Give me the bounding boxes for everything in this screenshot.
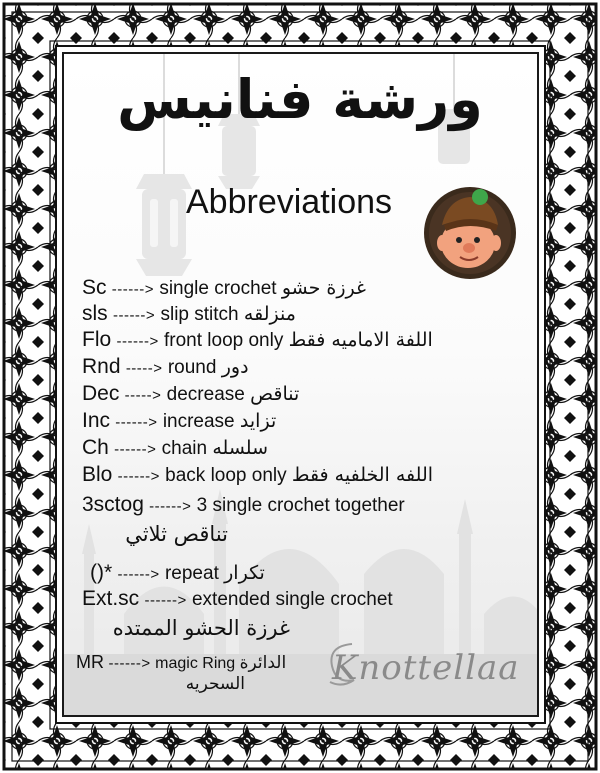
meaning: single crochet [159, 278, 277, 299]
arrow: ------> [117, 468, 160, 485]
meaning: magic Ring [155, 655, 236, 672]
page-title-english: Abbreviations [186, 183, 393, 221]
list-item [82, 276, 366, 302]
abbreviation: Flo [82, 328, 112, 351]
arrow: ------> [116, 333, 159, 350]
arrow: -----> [124, 387, 162, 404]
meaning: round [167, 357, 217, 378]
list-item [82, 587, 393, 613]
arabic-meaning: منزلقه [243, 303, 296, 325]
abbreviation: ()* [90, 561, 113, 584]
arrow: ------> [117, 566, 160, 583]
meaning: repeat [164, 563, 219, 584]
watermark-brand: Knottellaa [332, 648, 520, 688]
arrow: ------> [114, 441, 157, 458]
abbreviation: Ch [82, 436, 109, 459]
list-item [82, 436, 268, 462]
list-item [82, 355, 249, 381]
arrow: -----> [125, 360, 163, 377]
meaning: increase [162, 411, 235, 432]
meaning: extended single crochet [191, 589, 393, 610]
arabic-meaning: تناقص ثلاثي [125, 522, 228, 546]
meaning: front loop only [163, 330, 284, 351]
arabic-meaning: تزايد [239, 410, 277, 432]
list-item [82, 382, 299, 408]
arabic-meaning: الدائرة [239, 653, 287, 673]
abbreviation: Rnd [82, 355, 121, 378]
list-item [82, 463, 433, 489]
abbreviation: Blo [82, 463, 113, 486]
arrow: ------> [112, 307, 156, 324]
arabic-meaning: غرزة الحشو الممتده [112, 616, 290, 640]
arabic-meaning: غرزة حشو [281, 277, 366, 299]
list-item [76, 650, 286, 676]
arabic-meaning: سلسله [212, 437, 268, 459]
arrow: ------> [111, 281, 155, 298]
abbreviation: Sc [82, 276, 107, 299]
arrow: ------> [144, 592, 187, 609]
arabic-meaning: تكرار [224, 562, 265, 584]
arrow: ------> [108, 655, 151, 672]
list-item [82, 302, 296, 328]
arabic-meaning: اللفة الاماميه فقط [288, 329, 433, 351]
arabic-meaning-continued: السحريه [185, 674, 245, 694]
meaning: back loop only [165, 465, 287, 486]
abbreviation: 3sctog [82, 493, 144, 516]
abbreviation: sls [82, 302, 108, 325]
meaning: decrease [166, 384, 245, 405]
arabic-meaning: تناقص [250, 383, 300, 405]
list-item [82, 493, 405, 519]
meaning: 3 single crochet together [196, 495, 405, 516]
arrow: ------> [115, 414, 158, 431]
abbreviation: MR [76, 652, 104, 672]
arabic-meaning: دور [221, 356, 249, 378]
arabic-meaning: اللفه الخلفيه فقط [291, 464, 434, 486]
abbreviation: Inc [82, 409, 111, 432]
abbreviation: Dec [82, 382, 120, 405]
meaning: chain [161, 438, 208, 459]
meaning: slip stitch [160, 304, 239, 325]
list-item [82, 328, 433, 354]
list-item [90, 561, 265, 587]
arrow: ------> [149, 498, 192, 515]
page-title-arabic: ورشة فنانيس [117, 68, 483, 131]
list-item [82, 409, 276, 435]
abbreviation: Ext.sc [82, 587, 140, 610]
